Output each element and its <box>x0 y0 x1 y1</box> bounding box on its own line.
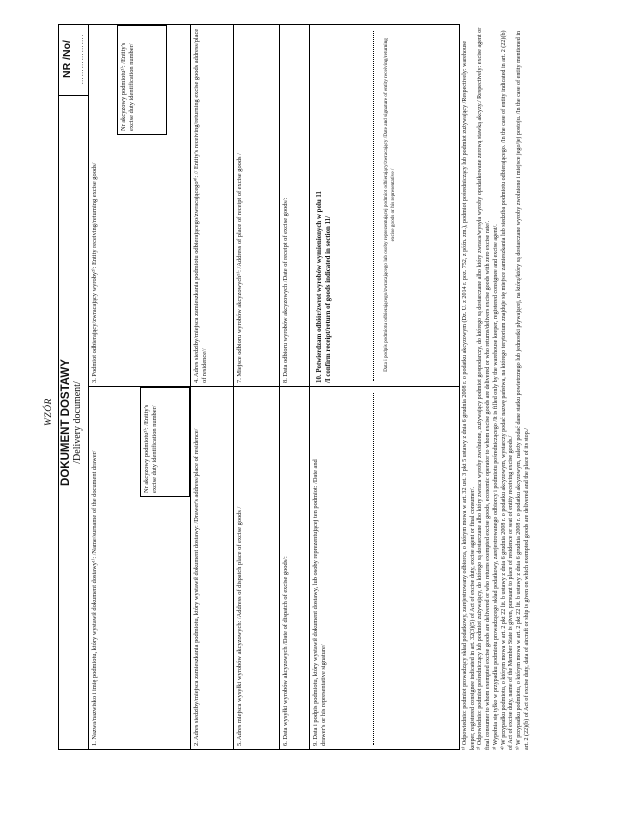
excise-number-box-right <box>117 25 167 135</box>
confirm-text-pl: 10. Potwierdzam odbiór/zwrot wyrobów wymienionych w polu 11 <box>316 191 323 383</box>
excise-number-label-left: Nr akcyzowy podmiotu³⁾: /Entity's excise duty identification number/ <box>143 404 158 493</box>
title-en: /Delivery document/ <box>72 381 83 464</box>
footnote-4: ⁴⁾ W przypadku podmiotu, o którym mowa w art. 2 pkt 22 lit. b ustawy z dnia 6 grudnia 2008 r. o podatku akcyzowym, wystarczy podać nazwę państwa, na którego terytorium znajduje się miejsce zamieszkania lub siedziba podmiotu odbierającego. /In the case of entity indicated in art. 2 (22)(b) of Act of excise duty, name of the Member State is given, pursuant to place of residence or seat of entity receiving excise goods./ <box>500 30 515 750</box>
field-6-label: 6. Data wysyłki wyrobów akcyzowych /Date of dispatch of excise goods/: <box>282 556 289 746</box>
field-5-label: 5. Adres miejsca wysyłki wyrobów akcyzowych: /Address of dispatch place of excise goods / <box>236 506 243 746</box>
field-9 <box>310 449 370 749</box>
field-8 <box>280 25 309 386</box>
footnote-5: ⁵⁾ W przypadku podmiotu, o którym mowa w art. 2 pkt 22 lit. b ustawy z dnia 6 grudnia 2008 r. o podatku akcyzowym, należy podać dane statku powietrznego lub jednostki pływającej, na którą/który są dostarczane wyroby zwolnione i miejsce jego/jej postoju. /In the case of entity mentioned in art. 2 (22)(b) of Act of excise duty, data of aircraft or ship is given on which exempted goods are delivered and the place of its stop./ <box>516 30 530 750</box>
excise-number-box-left <box>140 387 190 497</box>
field-7-label: 7. Miejsce odbioru wyrobów akcyzowych⁵⁾: /Address of place of receipt of excise goods / <box>236 153 243 383</box>
signature-line-left[interactable] <box>373 393 374 745</box>
field-4-label: 4. Adres siedziby/miejsca zamieszkania podmiotu odbierającego/zwracającego⁴⁾: // Entity's receiving/returning excise goods address/place of residence// <box>193 28 209 383</box>
field-4 <box>191 25 233 386</box>
footnote-1: ¹⁾ Odpowiednio: podmiot prowadzący skład podatkowy, zarejestrowany odbiorca, o którym mowa w art. 32 ust. 3 pkt 5 ustawy z dnia 6 grudnia 2008 r. o podatku akcyzowym (Dz. U. z 2014 r. poz. 752, z późn. zm.), podmiot pośredniczący lub podmiot zużywający /Respectively: warehouse keeper, registered consignee indicated in art. 32(3)(5) of Act of excise duty, excise agent or final consumer/. <box>462 40 476 750</box>
field-10 <box>313 25 353 386</box>
confirm-text-en: /I confirm receipt/return of goods indicated in section 11/ <box>325 215 333 383</box>
field-9-label: 9. Data i podpis podmiotu, który wystawił dokument dostawy, lub osoby reprezentującej ten podmiot: /Date and drawer's or his representative signature/ <box>312 459 328 746</box>
header-divider <box>59 95 88 96</box>
field-6 <box>280 387 309 749</box>
number-label: NR /No/ <box>61 40 73 78</box>
delivery-document-form <box>58 24 460 750</box>
number-box <box>59 23 85 95</box>
field-8-label: 8. Data odbioru wyrobów akcyzowych /Date of receipt of excise goods/: <box>282 197 289 383</box>
signature-line-right[interactable] <box>373 31 374 381</box>
document-title <box>59 96 83 749</box>
field-7 <box>234 25 279 386</box>
field-5 <box>234 387 279 749</box>
field-2 <box>191 387 233 749</box>
number-dots: ………………. <box>77 33 85 85</box>
signature-caption: Data i podpis podmiotu odbierającego/zwracającego lub osoby reprezentującej podmiot odbierający/zwracający /Date and signature of entity receiving/returning excise goods or his representative / <box>383 38 396 372</box>
field-1-label: 1. Nazwa/nazwisko i imię podmiotu, który wystawił dokument dostawy¹⁾: /Name/surname of the document drawer/ <box>91 450 98 746</box>
watermark-label: WZÓR <box>44 398 54 426</box>
field-2-label: 2. Adres siedziby/miejsca zamieszkania podmiotu, który wystawił dokument dostawy: /Drawer's address/place of residence/ <box>193 428 200 746</box>
footnote-3: ³⁾ Wypełnia się tylko w przypadku podmiotu prowadzącego skład podatkowy, zarejestrowanego odbiorcy i podmiotu pośredniczącego /It is filled only by the warehouse keeper, registered consignee and excise agent/. <box>492 224 499 750</box>
footnote-2: ²⁾ Odpowiednio: podmiot pośredniczący lub podmiot zużywający, do którego są dostarczane albo który zwraca wyroby zwolnione, zużywający podmiot gospodarczy, do którego są dostarczane albo który zwraca/wysyła wyroby opodatkowane zerową stawką akcyzy./ Respectively: excise agent or final consumer to whom exempted excise goods are delivered or who returns exempted excise goods, economic operator to whom excise goods are delivered or who returns/delivers excise goods with zero excise rate/. <box>477 27 492 750</box>
footnotes <box>462 24 532 750</box>
field-3-label: 3. Podmiot odbierający/zwracający wyroby²⁾: Entity receiving/returning excise goods/ <box>91 162 98 383</box>
title-pl: DOKUMENT DOSTAWY <box>60 359 72 486</box>
excise-number-label-right: Nr akcyzowy podmiotu³⁾: /Entity's excise duty identification number/ <box>120 42 135 131</box>
